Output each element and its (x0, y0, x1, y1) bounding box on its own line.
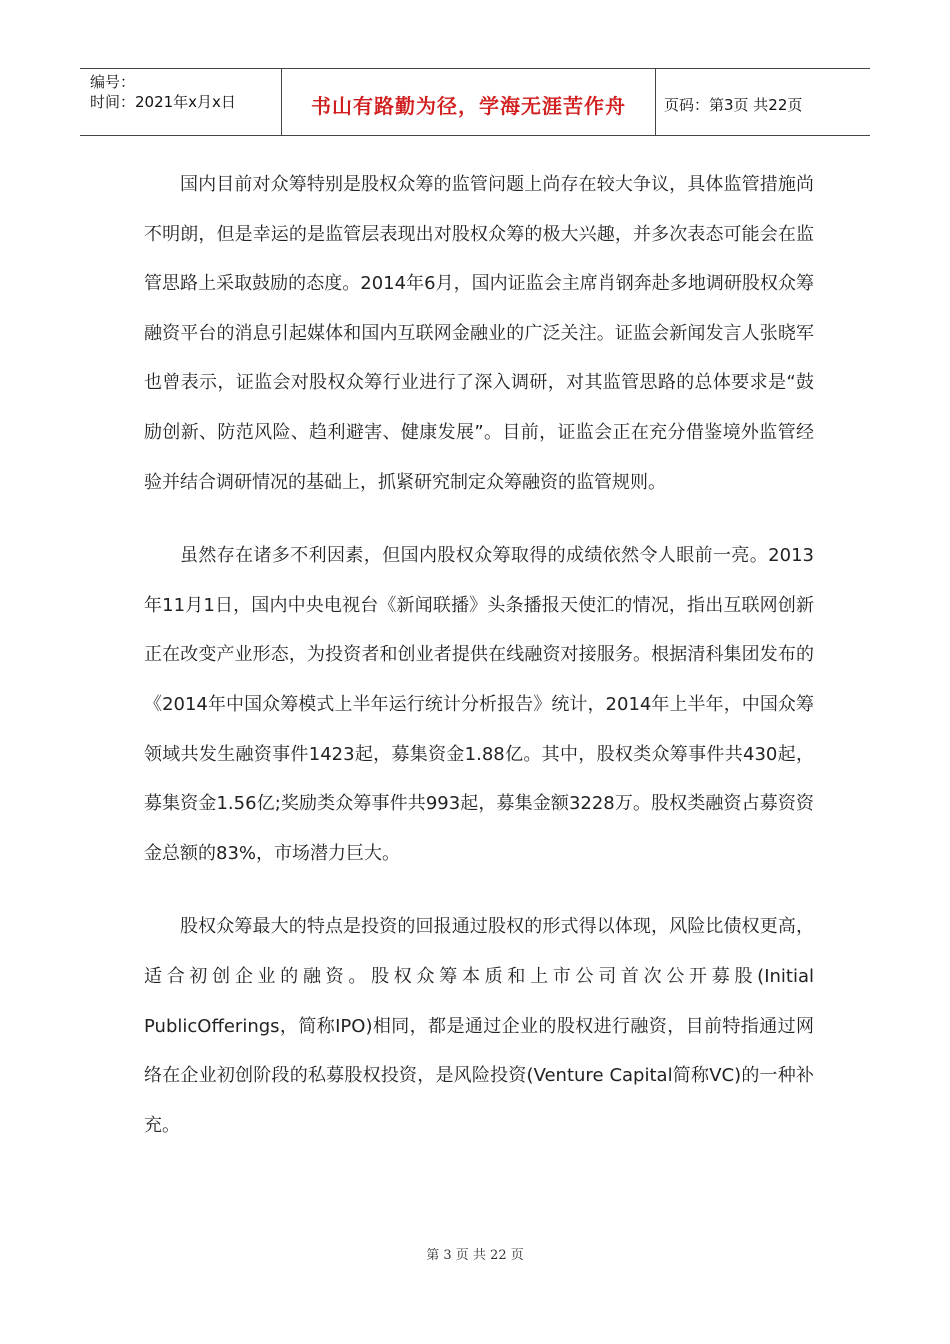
header-meta-cell (80, 69, 282, 135)
paragraph-achievements: 虽然存在诸多不利因素，但国内股权众筹取得的成绩依然令人眼前一亮。2013年11月1日，国内中央电视台《新闻联播》头条播报天使汇的情况，指出互联网创新正在改变产业形态，为投资者和创业者提供在线融资对接服务。根据清科集团发布的《2014年中国众筹模式上半年运行统计分析报告》统计，2014年上半年，中国众筹领域共发生融资事件1423起，募集资金1.88亿。其中，股权类众筹事件共430起，募集资金1.56亿;奖励类众筹事件共993起，募集金额3228万。股权类融资占募资资金总额的83%，市场潜力巨大。 (144, 545, 814, 864)
header-motto: 书山有路勤为径，学海无涯苦作舟 (311, 93, 626, 118)
document-date: 时间：2021年x月x日 (90, 93, 236, 111)
header-page-info: 页码：第3页 共22页 (664, 95, 803, 114)
paragraph-characteristics: 股权众筹最大的特点是投资的回报通过股权的形式得以体现，风险比债权更高，适合初创企业的融资。股权众筹本质和上市公司首次公开募股(Initial PublicOfferings，简称IPO)相同，都是通过企业的股权进行融资，目前特指通过网络在企业初创阶段的私募股权投资，是风险投资(Venture Capital简称VC)的一种补充。 (144, 916, 814, 1136)
header-table (80, 68, 870, 136)
paragraph-regulation: 国内目前对众筹特别是股权众筹的监管问题上尚存在较大争议，具体监管措施尚不明朗，但是幸运的是监管层表现出对股权众筹的极大兴趣，并多次表态可能会在监管思路上采取鼓励的态度。2014年6月，国内证监会主席肖钢奔赴多地调研股权众筹融资平台的消息引起媒体和国内互联网金融业的广泛关注。证监会新闻发言人张晓军也曾表示，证监会对股权众筹行业进行了深入调研，对其监管思路的总体要求是“鼓励创新、防范风险、趋利避害、健康发展”。目前，证监会正在充分借鉴境外监管经验并结合调研情况的基础上，抓紧研究制定众筹融资的监管规则。 (144, 174, 814, 493)
document-body (144, 160, 814, 1174)
document-number-label: 编号： (90, 73, 136, 91)
header-motto-cell (282, 69, 656, 135)
header-page-cell (656, 69, 870, 135)
page-footer: 第 3 页 共 22 页 (426, 1248, 524, 1263)
